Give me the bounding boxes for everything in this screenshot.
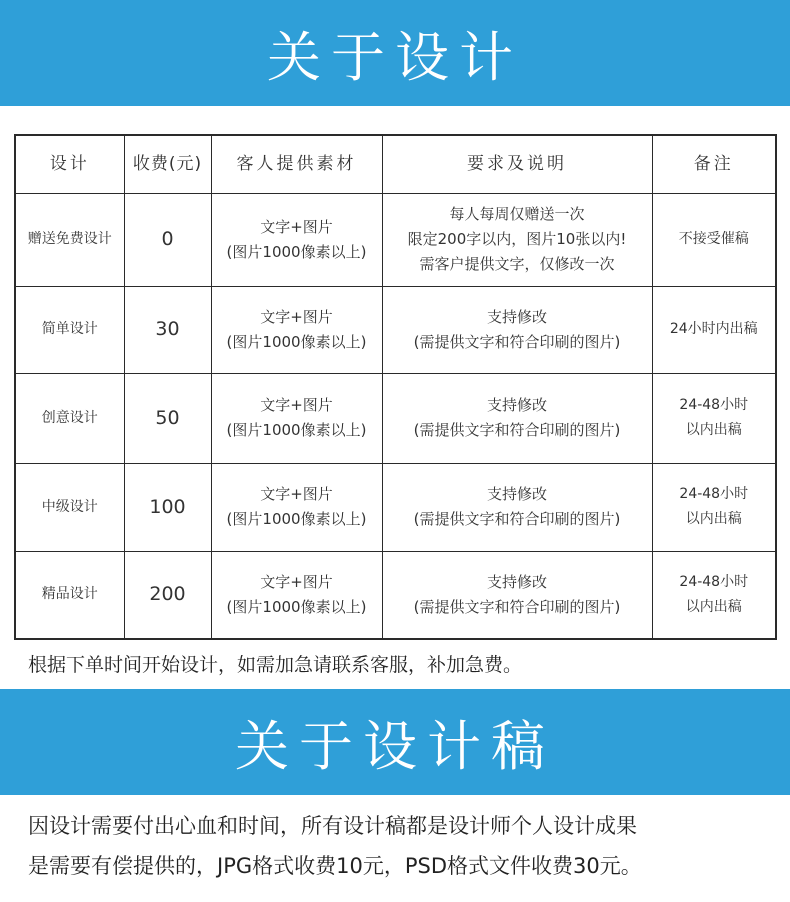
fee-cell: 50 bbox=[124, 373, 211, 463]
table-header-row bbox=[15, 135, 776, 193]
material-line: 文字+图片 bbox=[260, 396, 333, 414]
requirement-line: 支持修改 bbox=[486, 307, 547, 326]
material-line: 文字+图片 bbox=[260, 572, 333, 591]
fee-paragraph bbox=[28, 806, 773, 886]
table-row bbox=[15, 286, 776, 373]
requirement-line: 限定200字以内，图片10张以内! bbox=[407, 230, 627, 248]
bottom-banner-title: 关于设计稿 bbox=[235, 714, 555, 778]
requirement-line: (需提供文字和符合印刷的图片) bbox=[413, 421, 621, 439]
fee-cell: 30 bbox=[124, 286, 211, 373]
material-line: 文字+图片 bbox=[260, 217, 333, 236]
top-banner-title: 关于设计 bbox=[267, 25, 523, 89]
remark-line: 24-48小时 bbox=[679, 573, 749, 590]
requirement-line: (需提供文字和符合印刷的图片) bbox=[413, 332, 621, 351]
material-cell bbox=[211, 373, 382, 463]
remark-line: 以内出稿 bbox=[685, 598, 742, 615]
design-name-cell: 精品设计 bbox=[15, 551, 124, 639]
design-name-cell: 赠送免费设计 bbox=[15, 193, 124, 286]
material-line: (图片1000像素以上) bbox=[226, 597, 367, 616]
requirement-cell bbox=[382, 193, 652, 286]
requirement-cell bbox=[382, 551, 652, 639]
rush-note: 根据下单时间开始设计，如需加急请联系客服，补加急费。 bbox=[28, 654, 523, 676]
material-line: (图片1000像素以上) bbox=[226, 510, 367, 528]
remark-cell bbox=[652, 463, 776, 551]
table-row bbox=[15, 551, 776, 639]
remark-line: 24-48小时 bbox=[679, 486, 749, 502]
design-name-cell: 中级设计 bbox=[15, 463, 124, 551]
remark-cell bbox=[652, 373, 776, 463]
remark-cell bbox=[652, 551, 776, 639]
fee-cell: 100 bbox=[124, 463, 211, 551]
header-fee: 收费(元) bbox=[124, 135, 211, 193]
material-line: (图片1000像素以上) bbox=[226, 332, 367, 351]
paragraph-line: 是需要有偿提供的，JPG格式收费10元，PSD格式文件收费30元。 bbox=[28, 854, 642, 878]
remark-line: 不接受催稿 bbox=[678, 231, 749, 247]
remark-line: 以内出稿 bbox=[685, 511, 742, 527]
remark-cell bbox=[652, 286, 776, 373]
header-material: 客人提供素材 bbox=[211, 135, 382, 193]
material-cell bbox=[211, 463, 382, 551]
top-banner bbox=[0, 0, 790, 106]
header-requirement: 要求及说明 bbox=[382, 135, 652, 193]
remark-cell bbox=[652, 193, 776, 286]
requirement-cell bbox=[382, 373, 652, 463]
design-name-cell: 简单设计 bbox=[15, 286, 124, 373]
requirement-line: 每人每周仅赠送一次 bbox=[449, 205, 585, 223]
requirement-line: (需提供文字和符合印刷的图片) bbox=[413, 510, 621, 528]
bottom-banner bbox=[0, 689, 790, 795]
header-design: 设计 bbox=[15, 135, 124, 193]
requirement-line: 支持修改 bbox=[486, 485, 547, 503]
table-row bbox=[15, 193, 776, 286]
remark-line: 以内出稿 bbox=[685, 422, 742, 438]
material-cell bbox=[211, 193, 382, 286]
header-remark: 备注 bbox=[652, 135, 776, 193]
material-line: 文字+图片 bbox=[260, 485, 333, 503]
design-name-cell: 创意设计 bbox=[15, 373, 124, 463]
remark-line: 24小时内出稿 bbox=[669, 321, 758, 337]
requirement-cell bbox=[382, 286, 652, 373]
requirement-cell bbox=[382, 463, 652, 551]
material-line: (图片1000像素以上) bbox=[226, 242, 367, 261]
material-line: (图片1000像素以上) bbox=[226, 421, 367, 439]
fee-cell: 200 bbox=[124, 551, 211, 639]
table-row bbox=[15, 463, 776, 551]
price-table bbox=[14, 134, 777, 640]
remark-line: 24-48小时 bbox=[679, 397, 749, 413]
fee-cell: 0 bbox=[124, 193, 211, 286]
requirement-line: 需客户提供文字，仅修改一次 bbox=[419, 255, 615, 273]
requirement-line: 支持修改 bbox=[486, 572, 547, 591]
requirement-line: (需提供文字和符合印刷的图片) bbox=[413, 597, 621, 616]
table-row bbox=[15, 373, 776, 463]
requirement-line: 支持修改 bbox=[486, 396, 547, 414]
material-line: 文字+图片 bbox=[260, 307, 333, 326]
material-cell bbox=[211, 551, 382, 639]
material-cell bbox=[211, 286, 382, 373]
paragraph-line: 因设计需要付出心血和时间，所有设计稿都是设计师个人设计成果 bbox=[28, 814, 637, 838]
